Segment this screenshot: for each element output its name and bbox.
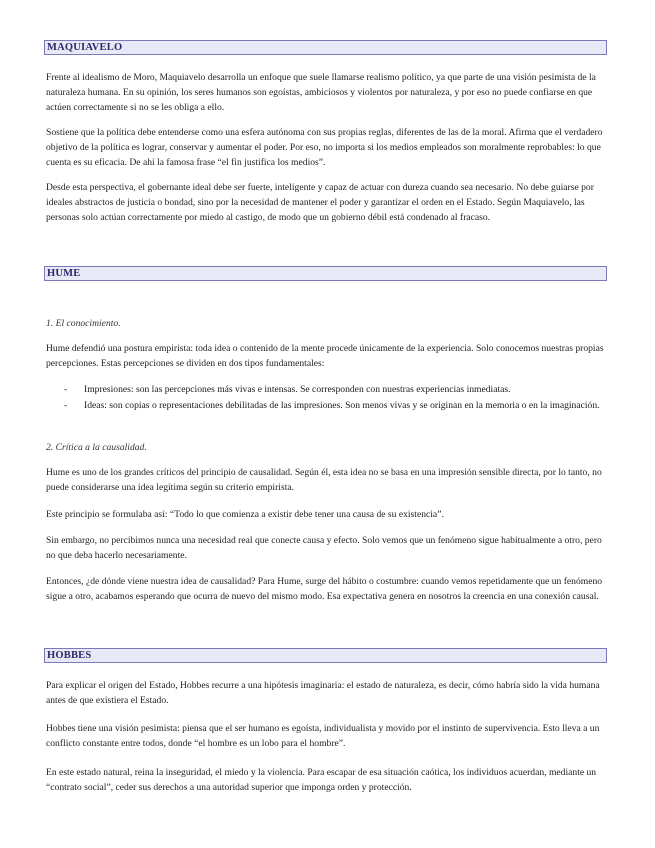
bullet-dash: - — [64, 400, 68, 411]
hume-paragraph-habit: Entonces, ¿de dónde viene nuestra idea de causalidad? Para Hume, surge del hábito o costumbre: cuando vemos repetidamente que un fenómeno sigue a otro, acabamos esperando que ocurra de nuevo del mismo modo. Esa expectativa genera en nosotros la creencia en una conexión causal. — [46, 576, 603, 602]
bullet-text-ideas: Ideas: son copias o representaciones debilitadas de las impresiones. Son menos vivas y se originan en la memoria o en la imaginación. — [84, 400, 600, 411]
bullet-dash: - — [64, 384, 68, 395]
hume-subheading-knowledge: 1. El conocimiento. — [46, 318, 121, 329]
hobbes-paragraph-2: Hobbes tiene una visión pesimista: piensa que el ser humano es egoísta, individualista y movido por el instinto de supervivencia. Esto lleva a un conflicto constante entre todos, donde “el hombre es un lobo para el hombre”. — [46, 723, 600, 749]
hume-subheading-causality: 2. Crítica a la causalidad. — [46, 442, 147, 453]
bullet-text-impressions: Impresiones: son las percepciones más vivas e intensas. Se corresponden con nuestras experiencias inmediatas. — [84, 384, 511, 395]
hume-paragraph-empiricism: Hume defendió una postura empirista: toda idea o contenido de la mente procede únicamente de la experiencia. Solo conocemos nuestras propias percepciones. Estas percepciones se dividen en dos tipos fundamentales: — [46, 343, 604, 369]
hobbes-paragraph-3: En este estado natural, reina la inseguridad, el miedo y la violencia. Para escapar de esa situación caótica, los individuos acuerdan, mediante un “contrato social”, ceder sus derechos a una autoridad superior que imponga orden y protección. — [46, 767, 597, 793]
maquiavelo-paragraph-2: Sostiene que la política debe entenderse como una esfera autónoma con sus propias reglas, diferentes de las de la moral. Afirma que el verdadero objetivo de la política es lograr, conservar y aumentar el poder. Por eso, no importa si los medios empleados son moralmente reprobables: lo que cuenta es su eficacia. De ahí la famosa frase “el fin justifica los medios”. — [46, 127, 603, 168]
hume-paragraph-principle: Este principio se formulaba así: “Todo lo que comienza a existir debe tener una causa de su existencia”. — [46, 509, 444, 520]
section-header-hume: HUME — [44, 266, 607, 281]
maquiavelo-paragraph-1: Frente al idealismo de Moro, Maquiavelo desarrolla un enfoque que suele llamarse realismo político, ya que parte de una visión pesimista de la naturaleza humana. En su opinión, los seres humanos son egoístas, ambiciosos y violentos por naturaleza, y por eso no puede confiarse en que actúen correctamente si no se les obliga a ello. — [46, 72, 596, 113]
hobbes-paragraph-1: Para explicar el origen del Estado, Hobbes recurre a una hipótesis imaginaria: el estado de naturaleza, es decir, cómo habría sido la vida humana antes de que existiera el Estado. — [46, 680, 600, 706]
section-header-hobbes: HOBBES — [44, 648, 607, 663]
hume-paragraph-causality: Hume es uno de los grandes críticos del principio de causalidad. Según él, esta idea no se basa en una impresión sensible directa, por lo tanto, no puede considerarse una idea legítima según su criterio empirista. — [46, 467, 602, 493]
hume-paragraph-perception: Sin embargo, no percibimos nunca una necesidad real que conecte causa y efecto. Solo vemos que un fenómeno sigue habitualmente a otro, pero no que deba hacerlo necesariamente. — [46, 535, 602, 561]
section-header-maquiavelo: MAQUIAVELO — [44, 40, 607, 55]
maquiavelo-paragraph-3: Desde esta perspectiva, el gobernante ideal debe ser fuerte, inteligente y capaz de actuar con dureza cuando sea necesario. No debe guiarse por ideales abstractos de justicia o bondad, sino por la necesidad de mantener el poder y garantizar el orden en el Estado. Según Maquiavelo, las personas solo actúan correctamente por miedo al castigo, de modo que un gobierno débil está condenado al fracaso. — [46, 182, 594, 223]
